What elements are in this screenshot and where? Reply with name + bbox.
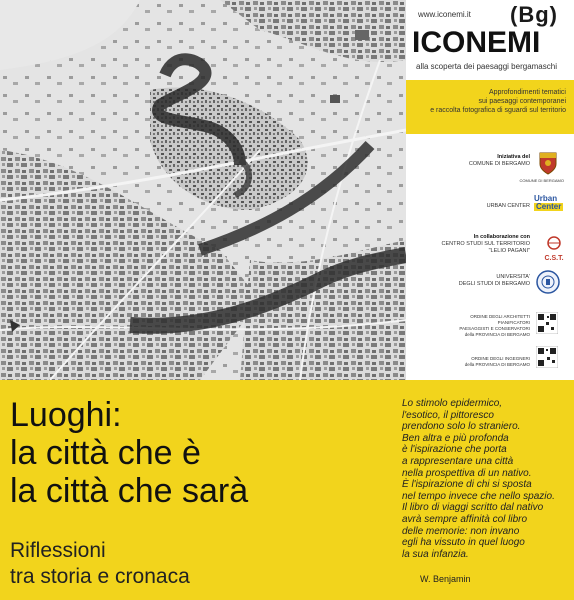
initiative-label: Iniziativa del — [497, 154, 530, 160]
sidebar-panel — [406, 0, 574, 380]
subtitle — [10, 538, 190, 590]
quote-line: a rappresentare una città — [402, 455, 514, 467]
quote-line: È l'ispirazione di chi si sposta — [402, 479, 532, 491]
headline-line: Luoghi: — [10, 396, 122, 434]
site-url[interactable]: www.iconemi.it — [418, 10, 471, 19]
urban-logo-line: Urban — [534, 194, 558, 203]
poster-footer — [0, 380, 574, 600]
architects-line: della PROVINCIA DI BERGAMO — [464, 332, 530, 337]
urban-center-logo — [534, 195, 568, 211]
quote-line: la sua infanzia. — [402, 548, 469, 560]
quote-line: delle memorie: non invano — [402, 525, 520, 537]
headline-line: la città che sarà — [10, 472, 249, 510]
quote-line: Lo stimolo epidermico, — [402, 398, 503, 409]
quote-author: W. Benjamin — [420, 574, 471, 584]
intro-text — [406, 88, 566, 115]
subtitle-line: Riflessioni — [10, 539, 106, 562]
architects-line: PAESAGGISTI E CONSERVATORI — [459, 326, 530, 331]
quote-block — [402, 398, 574, 560]
cst-line: "LELIO PAGANI" — [488, 248, 530, 254]
intro-line: e raccolta fotografica di sguardi sul territorio — [430, 107, 566, 114]
intro-band — [406, 80, 574, 134]
intro-line: Approfondimenti tematici — [488, 89, 566, 96]
map-image — [0, 0, 406, 380]
comune-crest-icon — [534, 150, 562, 181]
cst-emblem-icon — [544, 236, 564, 250]
brand-tagline: alla scoperta dei paesaggi bergamaschi — [416, 62, 557, 71]
city-map — [0, 0, 406, 380]
architects-line: ORDINE DEGLI ARCHITETTI — [470, 314, 530, 319]
partner-comune-text — [412, 154, 530, 168]
quote-line: avrà sempre affinità col libro — [402, 513, 528, 525]
university-seal-icon — [536, 270, 560, 299]
cst-logo-text: C.S.T. — [544, 255, 564, 262]
quote-line: l'esotico, il pittoresco — [402, 409, 494, 421]
urban-logo-line: Center — [536, 202, 562, 211]
partner-architects-text — [412, 314, 530, 338]
quote-line: nel tempo invece che nello spazio. — [402, 490, 555, 502]
subtitle-line: tra storia e cronaca — [10, 565, 190, 588]
quote-line: è l'ispirazione che porta — [402, 444, 507, 456]
architects-line: PIANIFICATORI — [497, 320, 530, 325]
engineers-line: ORDINE DEGLI INGEGNERI — [471, 356, 530, 361]
partner-university-text — [412, 274, 530, 288]
cst-logo — [544, 236, 564, 262]
engineers-qr-icon[interactable] — [536, 346, 558, 373]
university-line: DEGLI STUDI DI BERGAMO — [458, 281, 530, 287]
urban-center-name: URBAN CENTER — [486, 203, 530, 209]
quote-line: nella prospettiva di un nativo. — [402, 467, 532, 479]
quote-line: Ben altra e più profonda — [402, 432, 509, 444]
intro-line: sui paesaggi contemporanei — [478, 98, 566, 105]
headline — [10, 396, 248, 510]
cst-line: CENTRO STUDI SUL TERRITORIO — [441, 241, 530, 247]
university-line: UNIVERSITA' — [496, 274, 530, 280]
quote-line: prendono solo lo straniero. — [402, 421, 521, 433]
headline-line: la città che è — [10, 434, 201, 472]
architects-qr-icon[interactable] — [536, 312, 558, 339]
bg-mark: (Bg) — [510, 2, 558, 27]
engineers-line: della PROVINCIA DI BERGAMO — [464, 362, 530, 367]
quote-line: egli ha vissuto in quel luogo — [402, 537, 525, 549]
collaboration-label: In collaborazione con — [473, 234, 530, 240]
partner-engineers-text — [412, 356, 530, 368]
brand-title: ICONEMI — [412, 26, 541, 59]
quote-line: Il libro di viaggi scritto dal nativo — [402, 502, 544, 514]
partner-cst-text — [412, 234, 530, 255]
comune-name: COMUNE DI BERGAMO — [468, 161, 530, 167]
comune-caption: COMUNE DI BERGAMO — [519, 178, 564, 183]
